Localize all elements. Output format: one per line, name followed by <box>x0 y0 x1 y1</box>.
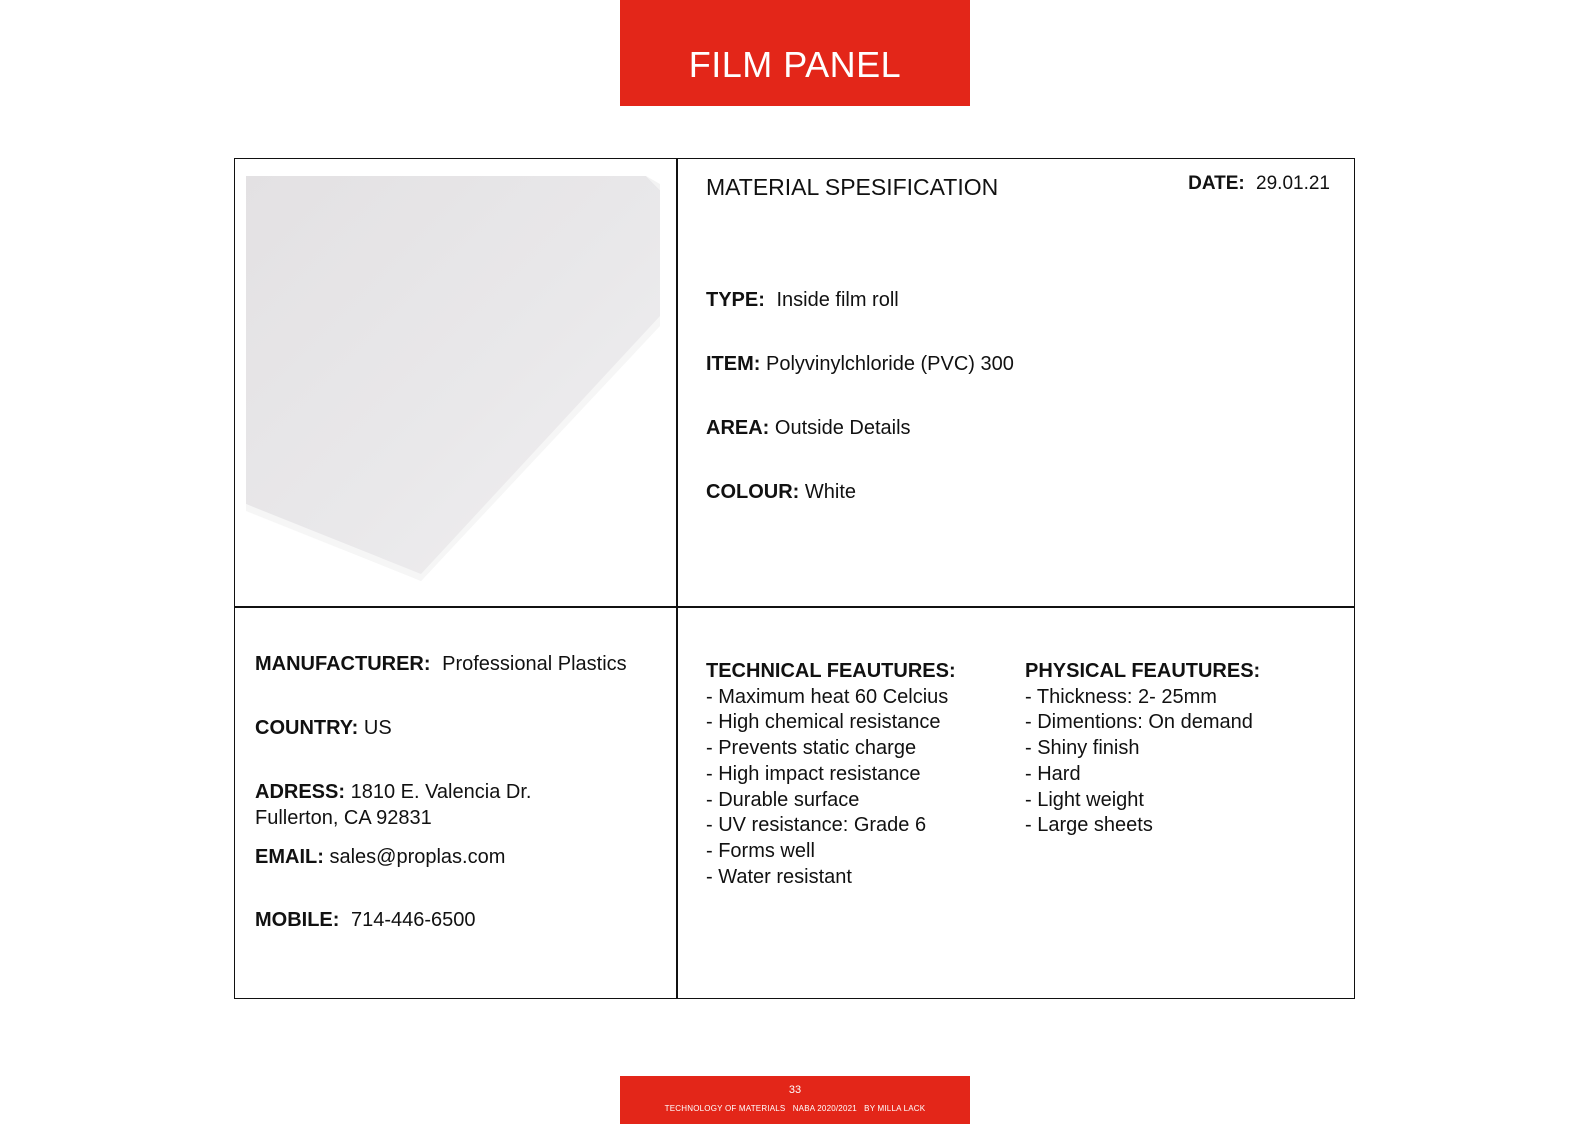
mobile-value: 714-446-6500 <box>351 909 476 931</box>
area-field <box>706 417 911 440</box>
colour-label: COLOUR: <box>706 481 800 503</box>
spec-title: MATERIAL SPESIFICATION <box>706 174 999 200</box>
date-value: 29.01.21 <box>1256 173 1330 194</box>
footer-text: TECHNOLOGY OF MATERIALS NABA 2020/2021 BY MILLA LACK <box>664 1104 926 1113</box>
list-item: - Hard <box>1025 762 1081 785</box>
list-item: - Dimentions: On demand <box>1025 711 1253 734</box>
email-label: EMAIL: <box>255 846 324 868</box>
page-number: 33 <box>788 1084 802 1096</box>
list-item: - UV resistance: Grade 6 <box>706 814 927 837</box>
column-divider <box>676 159 678 998</box>
item-field <box>706 353 1014 376</box>
manufacturer-field <box>255 651 627 677</box>
list-item: - Large sheets <box>1025 814 1153 837</box>
email-field <box>255 844 505 870</box>
list-item: - Light weight <box>1025 788 1144 811</box>
country-field <box>255 715 392 741</box>
list-item: - High chemical resistance <box>706 711 941 734</box>
physical-features-list <box>1025 685 1260 839</box>
list-item: - Prevents static charge <box>706 737 917 760</box>
area-label: AREA: <box>706 417 770 439</box>
list-item: - Forms well <box>706 839 815 862</box>
country-label: COUNTRY: <box>255 717 359 739</box>
header-banner <box>620 0 970 106</box>
date-row <box>1188 173 1330 195</box>
technical-features <box>706 659 956 890</box>
item-value: Polyvinylchloride (PVC) 300 <box>766 353 1014 375</box>
address-field <box>255 779 531 831</box>
list-item: - Thickness: 2- 25mm <box>1025 685 1217 708</box>
technical-features-title: TECHNICAL FEAUTURES: <box>706 660 956 682</box>
address-line1: 1810 E. Valencia Dr. <box>350 781 532 803</box>
page-title: FILM PANEL <box>688 44 902 85</box>
technical-features-list <box>706 685 956 891</box>
list-item: - High impact resistance <box>706 762 921 785</box>
date-label: DATE: <box>1188 173 1245 194</box>
mobile-field <box>255 907 476 933</box>
colour-value: White <box>804 481 857 503</box>
mobile-label: MOBILE: <box>255 909 340 931</box>
address-label: ADRESS: <box>255 781 346 803</box>
list-item: - Maximum heat 60 Celcius <box>706 685 949 708</box>
colour-field <box>706 481 856 504</box>
manufacturer-value: Professional Plastics <box>442 653 627 675</box>
address-line2: Fullerton, CA 92831 <box>255 807 432 829</box>
list-item: - Water resistant <box>706 865 852 888</box>
physical-features-title: PHYSICAL FEAUTURES: <box>1025 660 1261 682</box>
footer-banner <box>620 1076 970 1124</box>
item-label: ITEM: <box>706 353 761 375</box>
film-panel-image <box>246 176 660 581</box>
material-photo <box>246 176 660 581</box>
physical-features <box>1025 659 1260 839</box>
manufacturer-label: MANUFACTURER: <box>255 653 431 675</box>
area-value: Outside Details <box>774 417 911 439</box>
list-item: - Shiny finish <box>1025 737 1140 760</box>
type-value: Inside film roll <box>776 289 899 311</box>
list-item: - Durable surface <box>706 788 860 811</box>
spec-table <box>234 158 1355 999</box>
row-divider <box>235 606 1354 608</box>
type-field <box>706 289 899 312</box>
type-label: TYPE: <box>706 289 765 311</box>
country-value: US <box>363 717 392 739</box>
email-value: sales@proplas.com <box>329 846 506 868</box>
